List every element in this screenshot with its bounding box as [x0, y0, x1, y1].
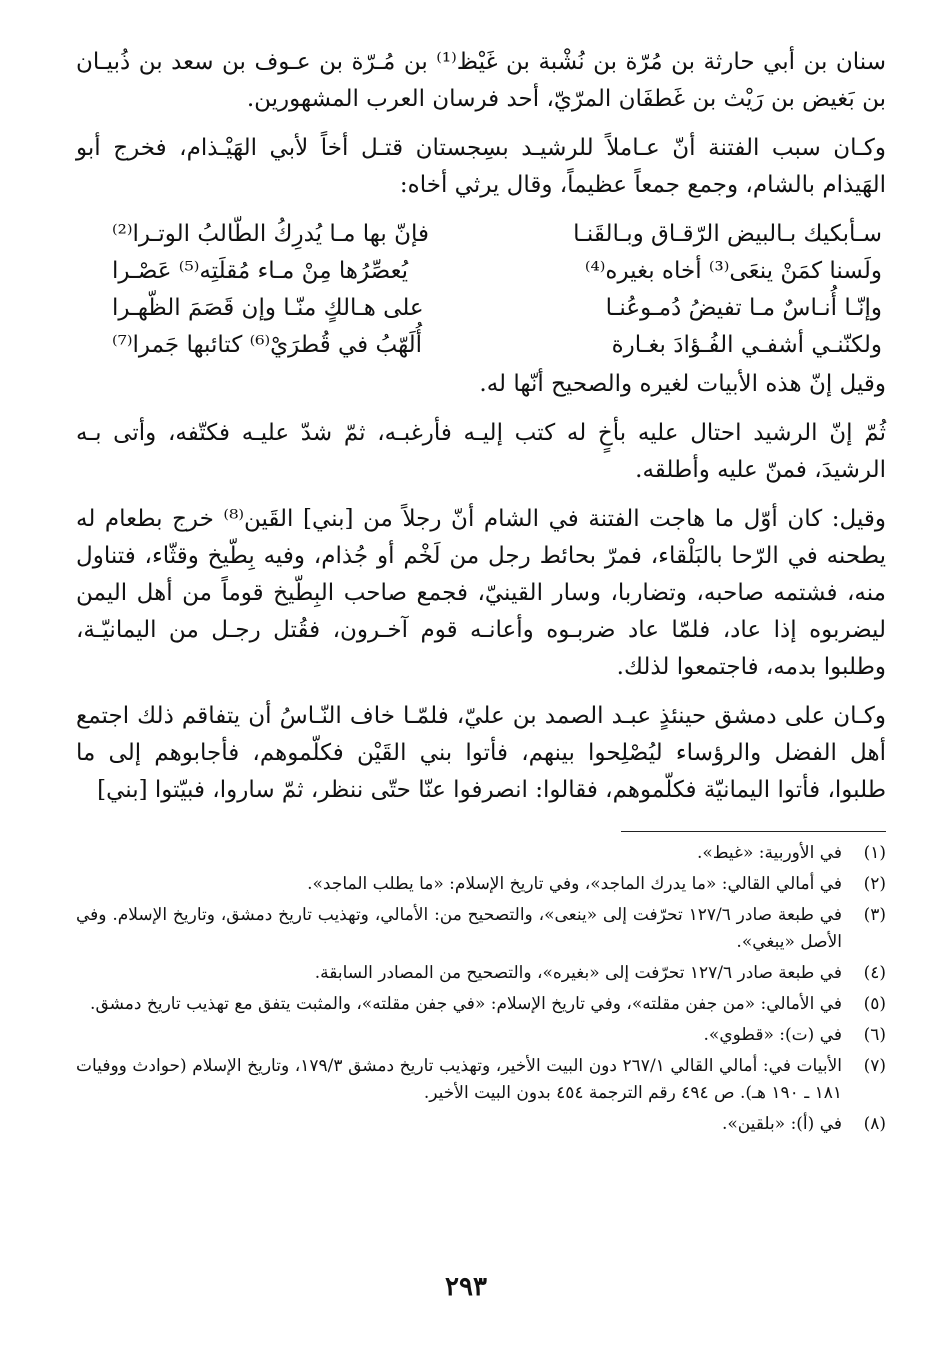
main-paragraph-2: وكـان سبب الفتنة أنّ عـاملاً للرشيـد بسِجستان قتـل أخاً لأبي الهَيْـذام، فخرج أبو الهَيذام بالشام، وجمع جمعاً عظيماً، وقال يرثي أخاه:: [76, 135, 886, 198]
footnote: [76, 871, 886, 898]
verse-second-hemistich: يُعصِّرُها مِنْ مـاء مُقلَتِه⁽⁵⁾ عَصْـرا: [112, 258, 409, 284]
footnote-number: (١): [863, 843, 886, 863]
footnote-number: (٤): [863, 963, 886, 983]
footnote-number: (٨): [863, 1114, 886, 1134]
footnote-number: (٦): [863, 1025, 886, 1045]
footnote: [76, 1022, 886, 1049]
verse-first-hemistich: ولَسنا كمَنْ ينعَى⁽³⁾ أخاه بغيره⁽⁴⁾: [584, 258, 882, 284]
main-paragraph-1: سنان بن أبي حارثة بن مُرّة بن نُشْبة بن غَيْظ⁽¹⁾ بن مُـرّة بن عـوف بن سعد بن ذُبيـان بن بَغيض بن رَيْث بن غَطفَان المرّيّ، أحد فرسان العرب المشهورين.: [76, 49, 887, 112]
footnote: [76, 960, 886, 987]
verse-first-hemistich: ولكنّنـي أشفـي الفُـؤادَ بغـارة: [611, 332, 882, 358]
footnote-text: في طبعة صادر ١٢٧/٦ تحرّفت إلى «بغيره»، والتصحيح من المصادر السابقة.: [314, 963, 842, 983]
footnote-number: (٢): [863, 874, 886, 894]
poem: [76, 216, 886, 364]
footnote-text: في أمالي القالي: «ما يدرك الماجد»، وفي تاريخ الإسلام: «ما يطلب الماجد».: [307, 874, 842, 894]
footnote: [76, 1053, 886, 1107]
footnote: [76, 902, 886, 956]
main-paragraph-5: وكـان على دمشق حينئذٍ عبـد الصمد بن عليّ، فلمّـا خاف النّـاسُ أن يتفاقم ذلك اجتمع أهل الفضل والرؤساء ليُصْلِحوا بينهم، فأتوا بني القَيْن فكلّموهم، فأجابوهم إلى ما طلبوا، فأتوا اليمانيّة فكلّموهم، فقالوا: انصرفوا عنّا حتّى ننظر، ثمّ ساروا، فبيّتوا [بني]: [76, 703, 886, 803]
footnote: [76, 991, 886, 1018]
footnote-text: في (أ): «بلقين».: [721, 1114, 842, 1134]
footnote-text: في (ت): «قطوي».: [703, 1025, 842, 1045]
after-poem-note: وقيل إنّ هذه الأبيات لغيره والصحيح أنّها له.: [479, 371, 886, 397]
footnotes: [76, 840, 886, 1138]
footnote-number: (٥): [863, 994, 886, 1014]
main-paragraph-3: ثُمّ إنّ الرشيد احتال عليه بأخٍ له كتب إليـه فأرغبـه، ثمّ شدّ عليـه فكتّفه، وأتى بـه الرشيدَ، فمنّ عليه وأطلقه.: [76, 420, 886, 483]
footnote-number: (٣): [863, 905, 886, 925]
verse-first-hemistich: وإنّـا أُنـاسٌ مـا تفيضُ دُمـوعُنـا: [605, 295, 882, 321]
footnote-text: الأبيات في: أمالي القالي ٢٦٧/١ دون البيت الأخير، وتهذيب تاريخ دمشق ١٧٩/٣، وتاريخ الإسلام (حوادث ووفيات ١٨١ ـ ١٩٠ هـ). ص ٤٩٤ رقم الترجمة ٤٥٤ بدون البيت الأخير.: [76, 1056, 842, 1103]
footnote-separator: [621, 831, 886, 832]
footnote: [76, 1111, 886, 1138]
main-paragraph-4: وقيل: كان أوّل ما هاجت الفتنة في الشام أنّ رجلاً من [بني] القَين⁽⁸⁾ خرج بطعام له يطحنه في الرّحا بالبَلْقاء، فمرّ بحائط رجل من لَخْم أو جُذام، وفيه بِطّيخ وقثّاء، فتناول منه، فشتمه صاحبه، وتضاربا، وسار القينيّ، فجمع صاحب البِطّيخ قوماً من أهل اليمن ليضربوه إذا عاد، فلمّا عاد ضربـوه وأعانـه قوم آخـرون، فقُتل رجـل من اليمانيّـة، وطلبوا بدمه، فاجتمعوا لذلك.: [76, 506, 886, 680]
footnote-number: (٧): [863, 1056, 886, 1076]
footnote-text: في طبعة صادر ١٢٧/٦ تحرّفت إلى «ينعى»، والتصحيح من: الأمالي، وتهذيب تاريخ دمشق، وتاريخ الإسلام. وفي الأصل «يبغي».: [76, 905, 842, 952]
verse-second-hemistich: فإنّ بها مـا يُدرِكُ الطّالبُ الوتـرا⁽²⁾: [112, 221, 429, 247]
poem-verse: [76, 290, 886, 327]
poem-verse: [76, 253, 886, 290]
footnote: [76, 840, 886, 867]
verse-second-hemistich: على هـالكٍ منّـا وإن قَصَمَ الظّهـرا: [112, 295, 424, 321]
poem-verse: [76, 216, 886, 253]
page-number: ٢٩٣: [445, 1272, 487, 1302]
verse-first-hemistich: سـأبكيك بـالبيض الرّقـاق وبـالقَنـا: [573, 221, 882, 247]
footnote-text: في الأمالي: «من جفن مقلته»، وفي تاريخ الإسلام: «في جفن مقلته»، والمثبت يتفق مع تهذيب تاريخ دمشق.: [90, 994, 842, 1014]
poem-verse: [76, 327, 886, 364]
footnote-text: في الأوربية: «غيط».: [696, 843, 842, 863]
verse-second-hemistich: أُلَهّبُ في قُطرَيْ⁽⁶⁾ كتائبها جَمرا⁽⁷⁾: [112, 332, 423, 358]
